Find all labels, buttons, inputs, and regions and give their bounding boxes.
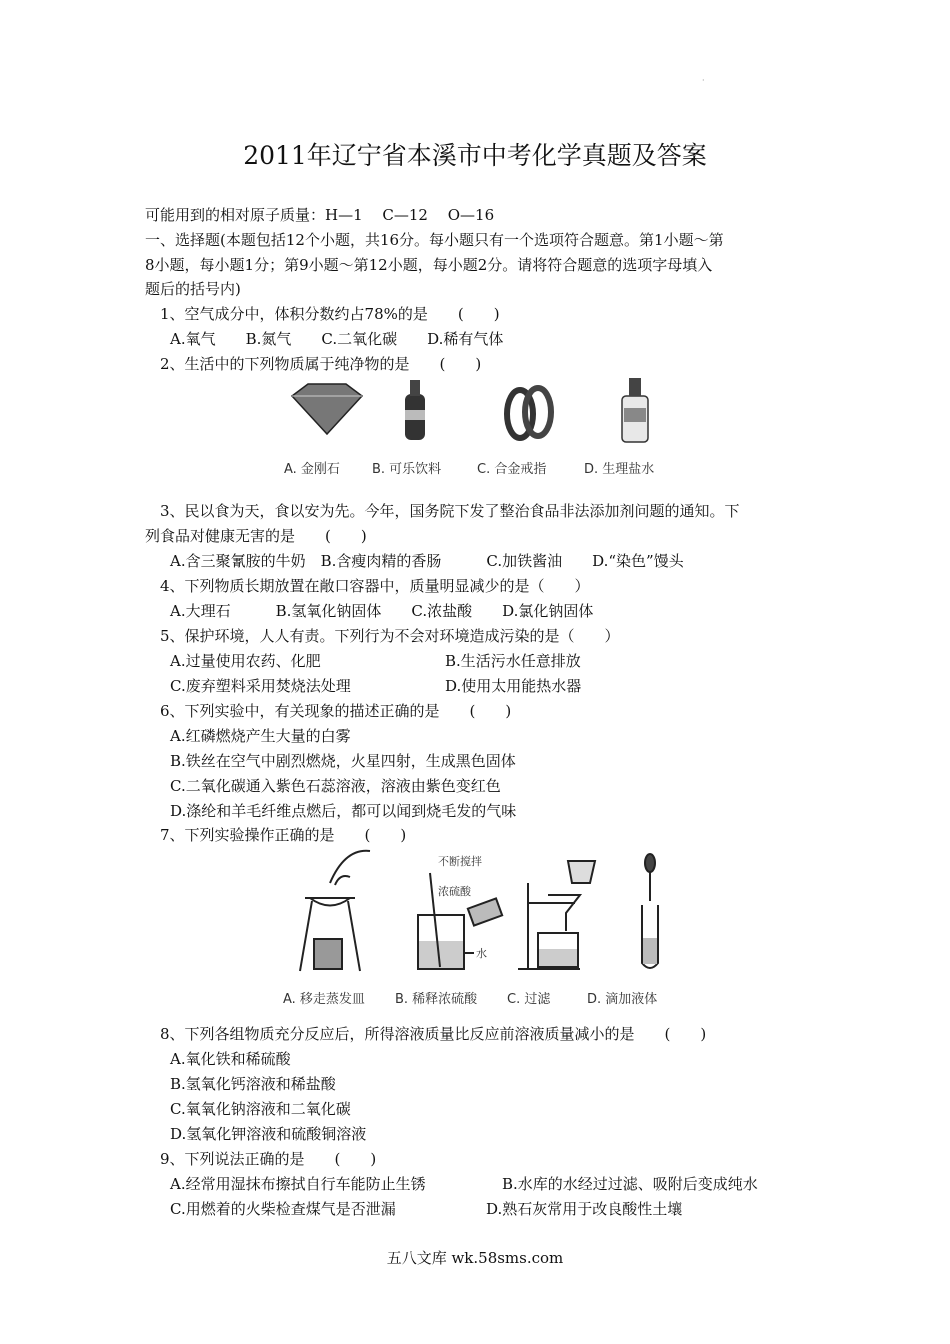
q8-option-c: C.氧氧化钠溶液和二氧化碳 [170, 1100, 351, 1118]
q5-option-c: C.废弃塑料采用焚烧法处理 [170, 677, 351, 695]
q2-caption-c: C. 合金戒指 [477, 462, 547, 477]
atomic-mass-note: 可能用到的相对原子质量：H—1 C—12 O—16 [145, 206, 495, 224]
q5-option-a: A.过量使用农药、化肥 [170, 652, 321, 670]
q6-stem: 6、下列实验中，有关现象的描述正确的是 ( ) [160, 702, 512, 720]
label-stir: 不断搅拌 [438, 855, 482, 868]
q9-option-c: C.用燃着的火柴检查煤气是否泄漏 [170, 1200, 396, 1218]
q8-option-a: A.氧化铁和稀硫酸 [170, 1050, 291, 1068]
q8-option-d: D.氢氧化钾溶液和硫酸铜溶液 [170, 1125, 367, 1143]
filtration-icon [518, 861, 595, 969]
page-title: 2011年辽宁省本溪市中考化学真题及答案 [243, 141, 707, 170]
q9-option-d: D.熟石灰常用于改良酸性土壤 [486, 1200, 683, 1218]
q2-caption-a: A. 金刚石 [284, 462, 340, 477]
q7-caption-c: C. 过滤 [507, 992, 551, 1007]
q5-stem: 5、保护环境，人人有责。下列行为不会对环境造成污染的是（ ） [160, 627, 620, 645]
q7-caption-d: D. 滴加液体 [587, 992, 658, 1007]
q2-caption-d: D. 生理盐水 [584, 462, 655, 477]
label-water: 水 [476, 947, 487, 960]
diamond-icon [292, 384, 362, 434]
corner-mark: · [702, 76, 705, 85]
section-heading-2: 8小题，每小题1分；第9小题～第12小题，每小题2分。请将符合题意的选项字母填入 [145, 256, 713, 274]
q9-stem: 9、下列说法正确的是 ( ) [160, 1150, 377, 1168]
q5-option-d: D.使用太用能热水器 [445, 677, 582, 695]
q8-option-b: B.氢氧化钙溶液和稀盐酸 [170, 1075, 336, 1093]
q8-stem: 8、下列各组物质充分反应后，所得溶液质量比反应前溶液质量减小的是 ( ) [160, 1025, 707, 1043]
q9-option-b: B.水库的水经过过滤、吸附后变成纯水 [502, 1175, 758, 1193]
q2-stem: 2、生活中的下列物质属于纯净物的是 ( ) [160, 355, 482, 373]
q6-option-b: B.铁丝在空气中剧烈燃烧，火星四射，生成黑色固体 [170, 752, 516, 770]
q6-option-d: D.涤纶和羊毛纤维点燃后，都可以闻到烧毛发的气味 [170, 802, 517, 820]
q1-stem: 1、空气成分中，体积分数约占78%的是 ( ) [160, 305, 500, 323]
test-tube-dropper-icon [642, 854, 658, 968]
q1-options: A.氧气 B.氮气 C.二氧化碳 D.稀有气体 [170, 330, 504, 348]
q9-option-a: A.经常用湿抹布擦拭自行车能防止生锈 [170, 1175, 426, 1193]
q7-caption-b: B. 稀释浓硫酸 [395, 992, 478, 1007]
footer-source: 五八文库 wk.58sms.com [386, 1249, 564, 1267]
q4-options: A.大理石 B.氢氧化钠固体 C.浓盐酸 D.氯化钠固体 [170, 602, 594, 620]
q6-option-a: A.红磷燃烧产生大量的白雾 [170, 727, 351, 745]
q3-stem-2: 列食品对健康无害的是 ( ) [145, 527, 367, 545]
q3-options: A.含三聚氰胺的牛奶 B.含瘦肉精的香肠 C.加铁酱油 D.“染色”馒头 [170, 552, 684, 570]
q7-stem: 7、下列实验操作正确的是 ( ) [160, 826, 407, 844]
q3-stem-1: 3、民以食为天，食以安为先。今年，国务院下发了整治食品非法添加剂问题的通知。下 [160, 502, 740, 520]
q7-figure [290, 843, 690, 983]
section-heading-3: 题后的括号内) [145, 280, 241, 298]
q2-caption-b: B. 可乐饮料 [372, 462, 442, 477]
section-heading-1: 一、选择题(本题包括12个小题，共16分。每小题只有一个选项符合题意。第1小题～第 [145, 231, 724, 249]
q4-stem: 4、下列物质长期放置在敞口容器中，质量明显减少的是（ ） [160, 577, 590, 595]
q5-option-b: B.生活污水任意排放 [445, 652, 581, 670]
evaporating-dish-icon [300, 851, 370, 971]
q2-figure [280, 372, 680, 452]
q7-caption-a: A. 移走蒸发皿 [283, 992, 365, 1007]
label-acid: 浓硫酸 [438, 885, 471, 898]
q6-option-c: C.二氧化碳通入紫色石蕊溶液，溶液由紫色变红色 [170, 777, 501, 795]
